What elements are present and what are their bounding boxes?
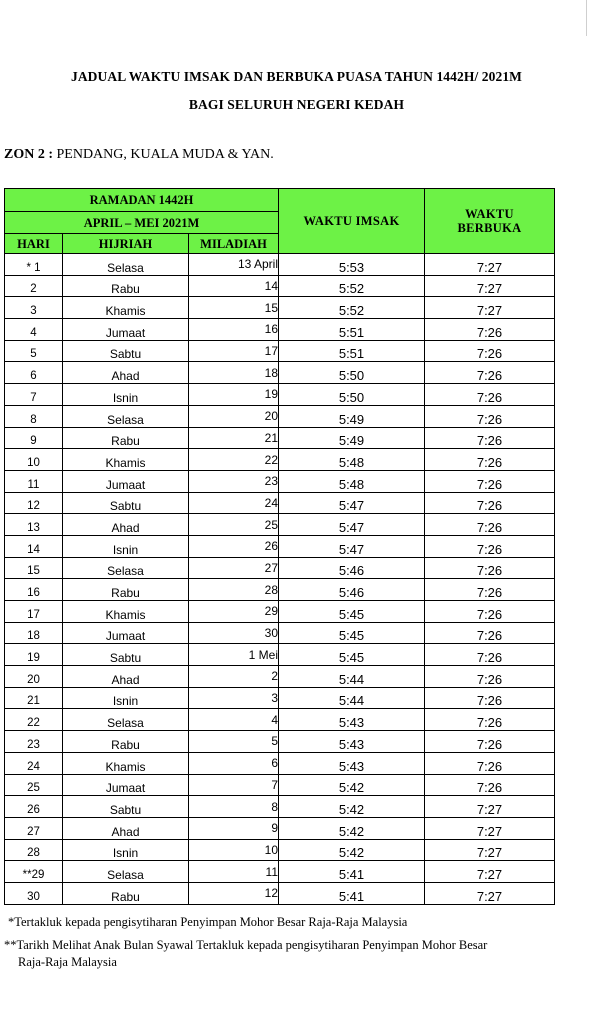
cell-hari: 5 (5, 340, 63, 362)
cell-hari: 17 (5, 601, 63, 623)
cell-hari: 30 (5, 882, 63, 904)
cell-waktu-imsak: 5:50 (279, 384, 425, 406)
cell-hari: * 1 (5, 254, 63, 276)
table-row (5, 622, 555, 644)
cell-hijriah: Rabu (63, 275, 189, 297)
cell-waktu-berbuka: 7:26 (425, 579, 555, 601)
cell-waktu-berbuka: 7:26 (425, 557, 555, 579)
cell-miladiah: 11 (189, 861, 279, 883)
table-row (5, 666, 555, 688)
cell-hijriah: Selasa (63, 557, 189, 579)
cell-miladiah: 28 (189, 579, 279, 601)
table-row (5, 796, 555, 818)
cell-hari: 10 (5, 449, 63, 471)
cell-waktu-imsak: 5:47 (279, 514, 425, 536)
cell-hijriah: Selasa (63, 861, 189, 883)
cell-waktu-berbuka: 7:26 (425, 666, 555, 688)
cell-waktu-imsak: 5:51 (279, 340, 425, 362)
cell-hari: 21 (5, 687, 63, 709)
header-hijriah: HIJRIAH (63, 234, 189, 254)
cell-hijriah: Sabtu (63, 644, 189, 666)
cell-hari: 3 (5, 297, 63, 319)
footnote-2-line2: Raja-Raja Malaysia (18, 955, 117, 969)
cell-waktu-berbuka: 7:27 (425, 275, 555, 297)
cell-waktu-berbuka: 7:26 (425, 340, 555, 362)
cell-waktu-imsak: 5:42 (279, 839, 425, 861)
cell-miladiah: 7 (189, 774, 279, 796)
cell-hari: 4 (5, 319, 63, 341)
cell-waktu-imsak: 5:53 (279, 254, 425, 276)
table-row (5, 709, 555, 731)
table-row (5, 514, 555, 536)
cell-miladiah: 1 Mei (189, 644, 279, 666)
cell-waktu-imsak: 5:52 (279, 297, 425, 319)
table-row (5, 275, 555, 297)
cell-waktu-imsak: 5:41 (279, 882, 425, 904)
zone-label (4, 147, 274, 163)
table-row (5, 297, 555, 319)
table-row (5, 882, 555, 904)
cell-waktu-berbuka: 7:26 (425, 644, 555, 666)
cell-hijriah: Rabu (63, 427, 189, 449)
cell-waktu-imsak: 5:43 (279, 752, 425, 774)
cell-miladiah: 23 (189, 470, 279, 492)
cell-waktu-imsak: 5:51 (279, 319, 425, 341)
table-row (5, 254, 555, 276)
header-waktu-berbuka (425, 189, 555, 254)
cell-miladiah: 26 (189, 535, 279, 557)
cell-miladiah: 16 (189, 319, 279, 341)
cell-hijriah: Ahad (63, 666, 189, 688)
table-row (5, 752, 555, 774)
header-months: APRIL – MEI 2021M (5, 212, 279, 234)
cell-miladiah: 20 (189, 405, 279, 427)
cell-miladiah: 29 (189, 601, 279, 623)
document-title: JADUAL WAKTU IMSAK DAN BERBUKA PUASA TAHUN 1442H/ 2021M (70, 69, 523, 84)
cell-hijriah: Jumaat (63, 774, 189, 796)
cell-waktu-berbuka: 7:26 (425, 449, 555, 471)
cell-waktu-berbuka: 7:26 (425, 752, 555, 774)
cell-waktu-imsak: 5:49 (279, 427, 425, 449)
cell-hari: 23 (5, 731, 63, 753)
cell-hijriah: Sabtu (63, 340, 189, 362)
zone-prefix: ZON 2 : (4, 147, 53, 162)
cell-hari: 18 (5, 622, 63, 644)
table-row (5, 449, 555, 471)
header-ramadan: RAMADAN 1442H (5, 189, 279, 212)
cell-miladiah: 18 (189, 362, 279, 384)
cell-hijriah: Sabtu (63, 492, 189, 514)
table-row (5, 601, 555, 623)
cell-waktu-berbuka: 7:27 (425, 839, 555, 861)
cell-hari: 24 (5, 752, 63, 774)
table-row (5, 492, 555, 514)
cell-hijriah: Ahad (63, 817, 189, 839)
cell-waktu-berbuka: 7:26 (425, 774, 555, 796)
cell-waktu-berbuka: 7:26 (425, 362, 555, 384)
cell-waktu-imsak: 5:45 (279, 622, 425, 644)
cell-miladiah: 30 (189, 622, 279, 644)
cell-hari: 2 (5, 275, 63, 297)
footnote-1: *Tertakluk kepada pengisytiharan Penyimpan Mohor Besar Raja-Raja Malaysia (8, 915, 408, 929)
cell-miladiah: 13 April (189, 254, 279, 276)
header-waktu-berbuka-line2: BERBUKA (457, 221, 522, 235)
cell-miladiah: 12 (189, 882, 279, 904)
cell-waktu-berbuka: 7:26 (425, 709, 555, 731)
cell-waktu-berbuka: 7:27 (425, 297, 555, 319)
cell-hijriah: Ahad (63, 362, 189, 384)
cell-hari: 12 (5, 492, 63, 514)
cell-waktu-imsak: 5:41 (279, 861, 425, 883)
cell-waktu-imsak: 5:52 (279, 275, 425, 297)
table-row (5, 405, 555, 427)
cell-hijriah: Rabu (63, 882, 189, 904)
cell-hari: 20 (5, 666, 63, 688)
table-row (5, 579, 555, 601)
cell-waktu-berbuka: 7:26 (425, 427, 555, 449)
cell-hijriah: Selasa (63, 405, 189, 427)
cell-waktu-berbuka: 7:27 (425, 861, 555, 883)
cell-waktu-imsak: 5:47 (279, 535, 425, 557)
cell-hijriah: Jumaat (63, 319, 189, 341)
table-row (5, 774, 555, 796)
cell-waktu-imsak: 5:43 (279, 731, 425, 753)
cell-hijriah: Isnin (63, 839, 189, 861)
cell-hijriah: Khamis (63, 449, 189, 471)
cell-hijriah: Jumaat (63, 622, 189, 644)
header-waktu-berbuka-line1: WAKTU (465, 207, 514, 221)
cell-waktu-imsak: 5:43 (279, 709, 425, 731)
cell-miladiah: 27 (189, 557, 279, 579)
cell-waktu-imsak: 5:49 (279, 405, 425, 427)
cell-hari: 26 (5, 796, 63, 818)
table-row (5, 427, 555, 449)
cell-waktu-berbuka: 7:26 (425, 319, 555, 341)
table-row (5, 731, 555, 753)
table-row (5, 644, 555, 666)
table-row (5, 319, 555, 341)
cell-hari: 25 (5, 774, 63, 796)
table-row (5, 384, 555, 406)
cell-hari: 14 (5, 535, 63, 557)
cell-miladiah: 24 (189, 492, 279, 514)
cell-hijriah: Khamis (63, 297, 189, 319)
cell-waktu-berbuka: 7:26 (425, 470, 555, 492)
cell-waktu-imsak: 5:42 (279, 774, 425, 796)
table-row (5, 839, 555, 861)
cell-hari: **29 (5, 861, 63, 883)
cell-hijriah: Selasa (63, 709, 189, 731)
cell-miladiah: 4 (189, 709, 279, 731)
cell-waktu-berbuka: 7:27 (425, 882, 555, 904)
cell-hari: 27 (5, 817, 63, 839)
cell-miladiah: 15 (189, 297, 279, 319)
cell-miladiah: 19 (189, 384, 279, 406)
cell-miladiah: 10 (189, 839, 279, 861)
cell-miladiah: 9 (189, 817, 279, 839)
cell-waktu-berbuka: 7:26 (425, 601, 555, 623)
cell-hari: 28 (5, 839, 63, 861)
cell-waktu-imsak: 5:50 (279, 362, 425, 384)
cell-hijriah: Selasa (63, 254, 189, 276)
cell-hari: 22 (5, 709, 63, 731)
cell-waktu-imsak: 5:44 (279, 687, 425, 709)
cell-waktu-berbuka: 7:26 (425, 492, 555, 514)
cell-hijriah: Khamis (63, 601, 189, 623)
cell-miladiah: 21 (189, 427, 279, 449)
header-miladiah: MILADIAH (189, 234, 279, 254)
cell-waktu-berbuka: 7:26 (425, 514, 555, 536)
footnote-2 (4, 937, 564, 971)
cell-waktu-imsak: 5:45 (279, 601, 425, 623)
cell-hijriah: Rabu (63, 579, 189, 601)
header-waktu-imsak: WAKTU IMSAK (279, 189, 425, 254)
cell-hijriah: Isnin (63, 687, 189, 709)
table-row (5, 362, 555, 384)
page-edge-line (586, 0, 587, 36)
cell-miladiah: 5 (189, 731, 279, 753)
cell-miladiah: 14 (189, 275, 279, 297)
table-row (5, 470, 555, 492)
schedule-header (5, 189, 555, 254)
document-subtitle: BAGI SELURUH NEGERI KEDAH (188, 97, 405, 112)
cell-hijriah: Isnin (63, 535, 189, 557)
table-row (5, 535, 555, 557)
schedule-table (4, 188, 555, 905)
table-row (5, 861, 555, 883)
cell-waktu-berbuka: 7:27 (425, 796, 555, 818)
cell-waktu-imsak: 5:42 (279, 796, 425, 818)
schedule-body (5, 254, 555, 905)
cell-hari: 15 (5, 557, 63, 579)
cell-hari: 7 (5, 384, 63, 406)
cell-miladiah: 22 (189, 449, 279, 471)
cell-hari: 8 (5, 405, 63, 427)
cell-waktu-berbuka: 7:26 (425, 731, 555, 753)
cell-miladiah: 2 (189, 666, 279, 688)
cell-hari: 19 (5, 644, 63, 666)
cell-miladiah: 25 (189, 514, 279, 536)
cell-waktu-berbuka: 7:26 (425, 687, 555, 709)
cell-waktu-imsak: 5:46 (279, 579, 425, 601)
cell-miladiah: 8 (189, 796, 279, 818)
cell-hari: 6 (5, 362, 63, 384)
cell-waktu-imsak: 5:46 (279, 557, 425, 579)
cell-miladiah: 3 (189, 687, 279, 709)
cell-waktu-berbuka: 7:26 (425, 622, 555, 644)
cell-hijriah: Isnin (63, 384, 189, 406)
cell-waktu-imsak: 5:47 (279, 492, 425, 514)
cell-hijriah: Sabtu (63, 796, 189, 818)
cell-waktu-berbuka: 7:26 (425, 405, 555, 427)
cell-hari: 13 (5, 514, 63, 536)
table-row (5, 557, 555, 579)
cell-hijriah: Jumaat (63, 470, 189, 492)
cell-waktu-imsak: 5:45 (279, 644, 425, 666)
cell-hijriah: Khamis (63, 752, 189, 774)
cell-hari: 11 (5, 470, 63, 492)
zone-areas: PENDANG, KUALA MUDA & YAN. (53, 147, 274, 162)
cell-waktu-berbuka: 7:26 (425, 535, 555, 557)
cell-hijriah: Ahad (63, 514, 189, 536)
cell-waktu-berbuka: 7:27 (425, 817, 555, 839)
cell-waktu-berbuka: 7:27 (425, 254, 555, 276)
cell-miladiah: 17 (189, 340, 279, 362)
cell-miladiah: 6 (189, 752, 279, 774)
cell-hari: 16 (5, 579, 63, 601)
cell-waktu-imsak: 5:42 (279, 817, 425, 839)
cell-waktu-berbuka: 7:26 (425, 384, 555, 406)
cell-waktu-imsak: 5:48 (279, 449, 425, 471)
table-row (5, 687, 555, 709)
cell-hijriah: Rabu (63, 731, 189, 753)
header-hari: HARI (5, 234, 63, 254)
footnote-2-line1: **Tarikh Melihat Anak Bulan Syawal Tertakluk kepada pengisytiharan Penyimpan Mohor Besar (4, 938, 488, 952)
cell-waktu-imsak: 5:48 (279, 470, 425, 492)
table-row (5, 340, 555, 362)
cell-waktu-imsak: 5:44 (279, 666, 425, 688)
table-row (5, 817, 555, 839)
cell-hari: 9 (5, 427, 63, 449)
